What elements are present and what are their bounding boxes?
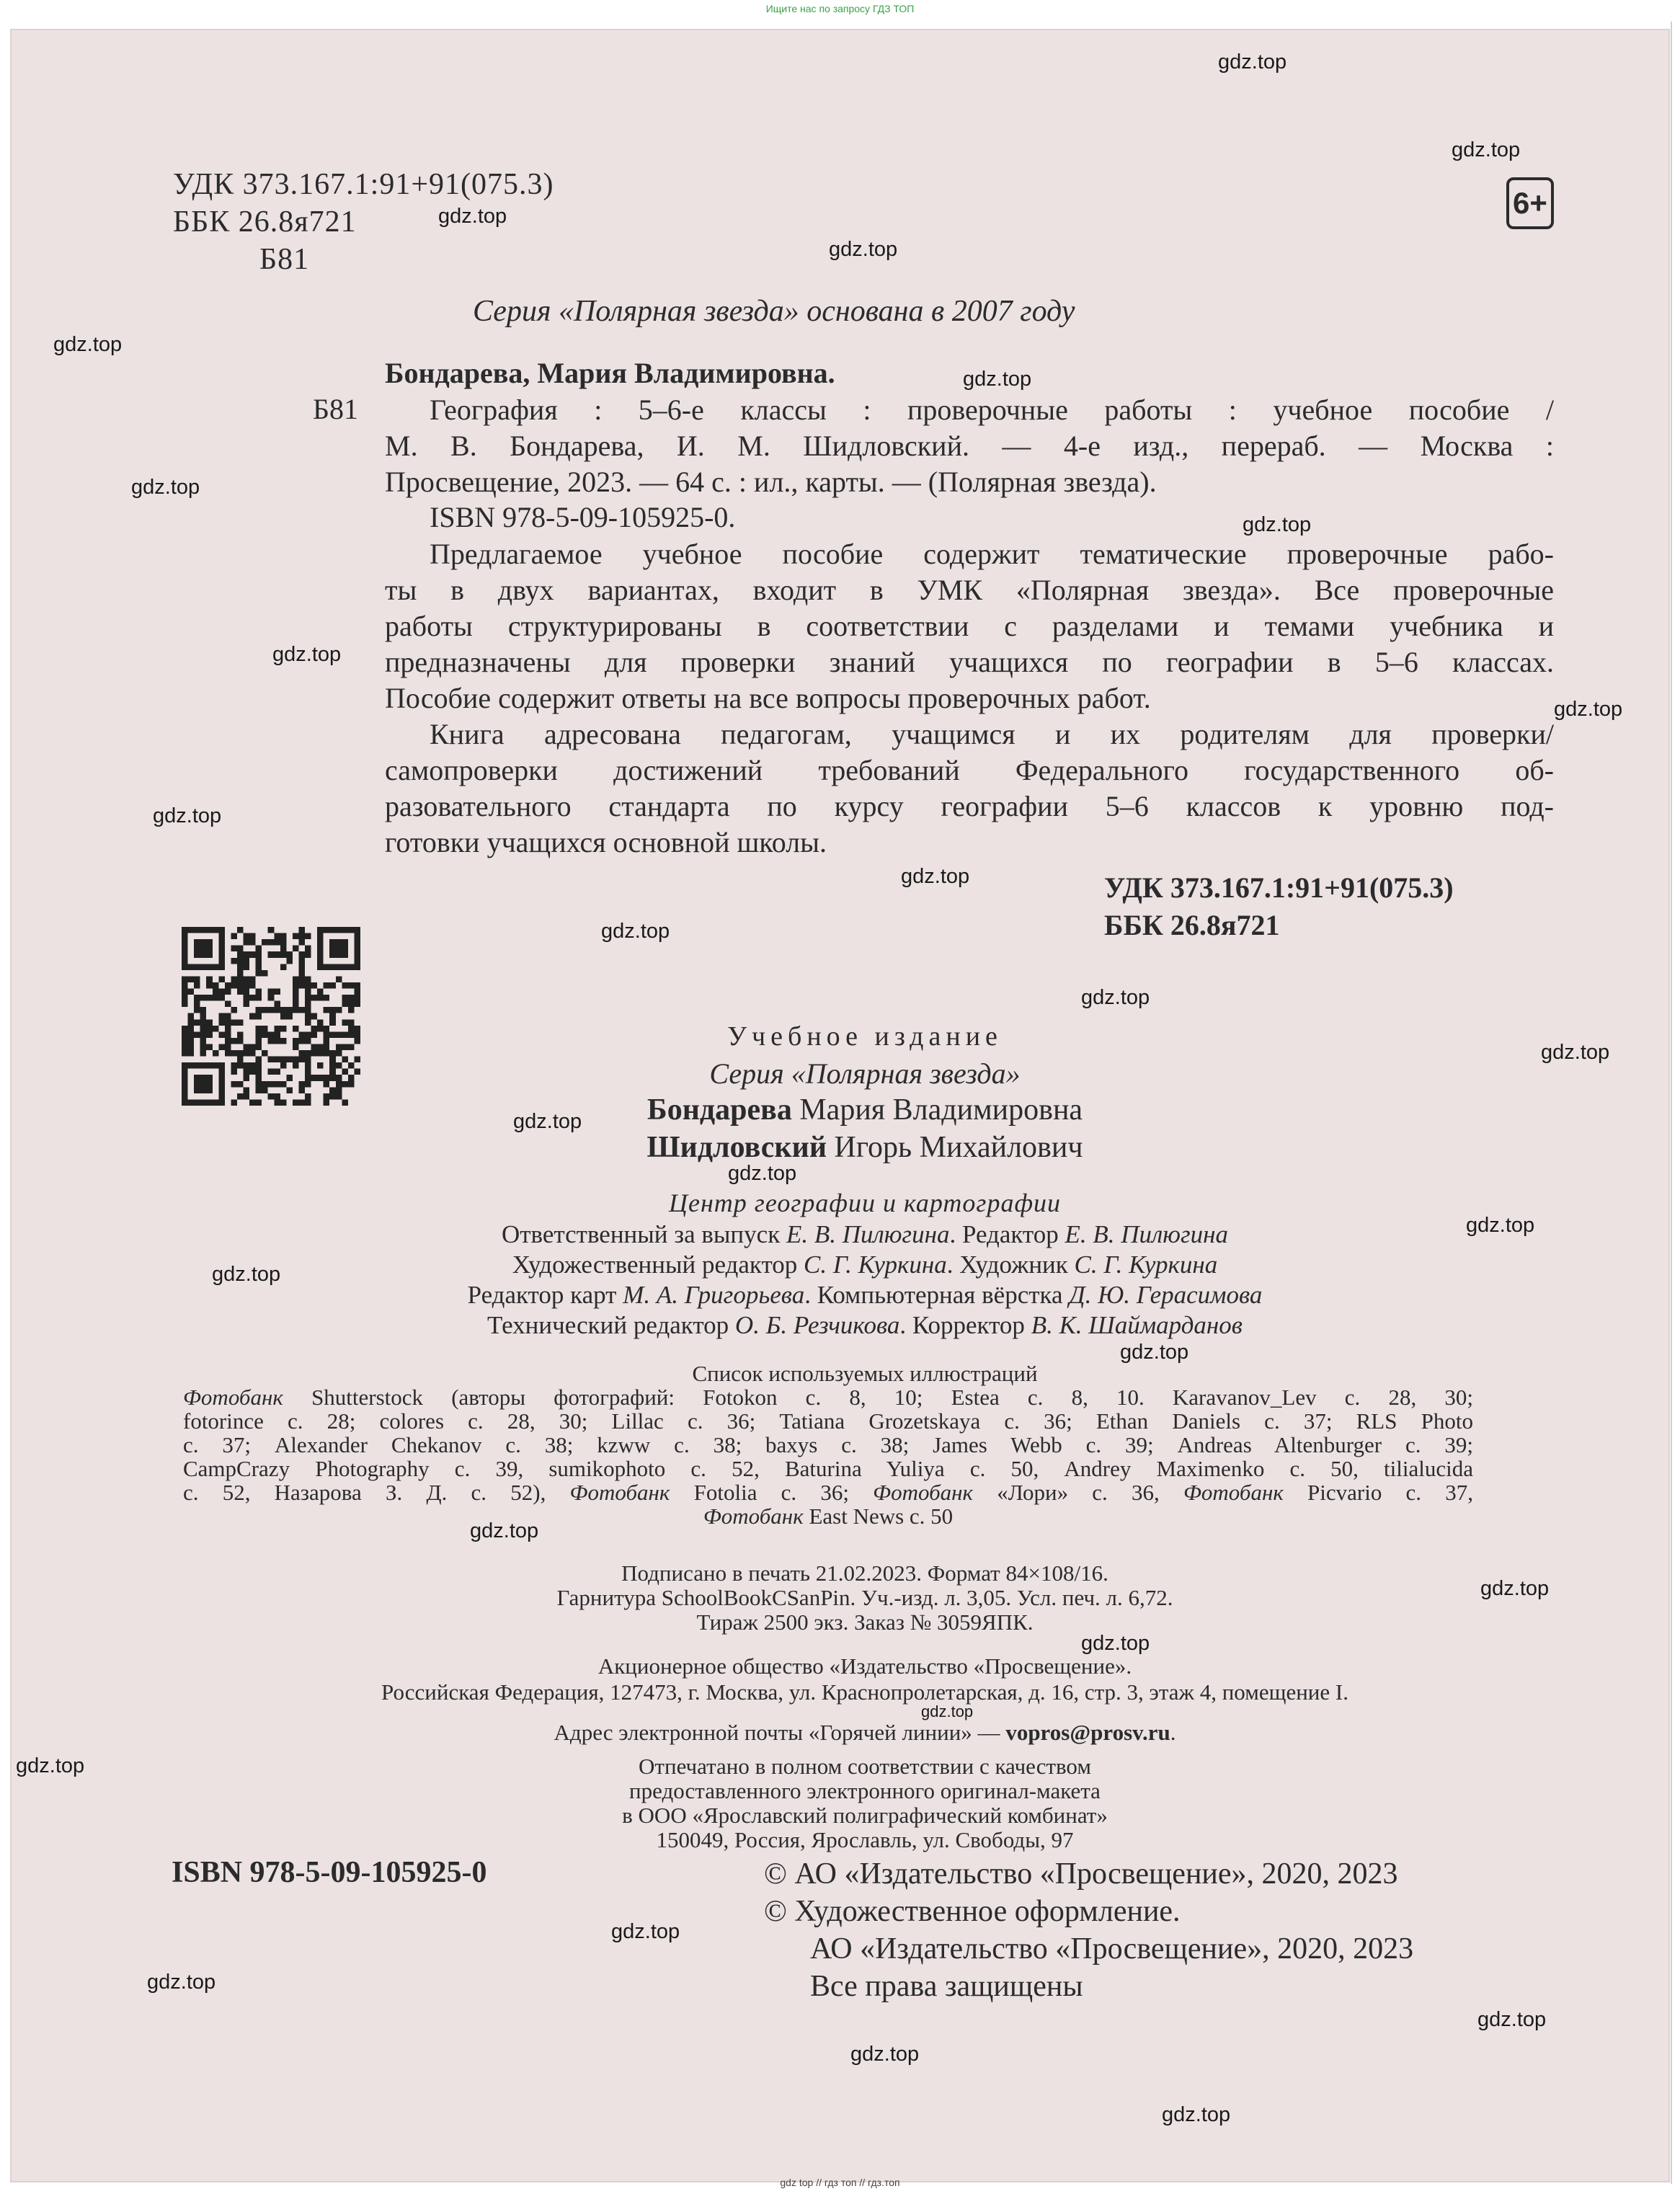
- page-edge-line: [1671, 22, 1672, 2184]
- author-heading: Бондарева, Мария Владимировна.: [385, 357, 835, 389]
- italic-text: Е. В. Пилюгина: [1065, 1220, 1228, 1248]
- watermark: gdz.top: [212, 1263, 281, 1286]
- edition-author-2: [505, 1130, 1225, 1165]
- annotation-line: готовки учащихся основной школы.: [385, 826, 827, 858]
- annotation-line: предназначены для проверки знаний учащихся по географии в 5–6 классах.: [385, 646, 1554, 678]
- italic-text: С. Г. Куркина: [804, 1251, 947, 1279]
- watermark: gdz.top: [470, 1519, 539, 1542]
- printed-line: в ООО «Ярославский полиграфический комбинат»: [622, 1803, 1108, 1828]
- text-segment: Художественный редактор: [512, 1251, 804, 1279]
- catalog-isbn: ISBN 978-5-09-105925-0.: [430, 501, 736, 533]
- italic-text: Д. Ю. Герасимова: [1069, 1281, 1263, 1309]
- copyright-line: © Художественное оформление.: [764, 1895, 1181, 1928]
- age-rating-badge: 6+: [1506, 177, 1554, 229]
- watermark: gdz.top: [153, 804, 222, 827]
- text-line: [216, 1250, 1514, 1280]
- watermark: gdz.top: [963, 368, 1032, 391]
- watermark: gdz.top: [1477, 2008, 1547, 2031]
- author-2-surname: Шидловский: [646, 1131, 827, 1164]
- watermark: gdz.top: [16, 1754, 85, 1777]
- printed-line: предоставленного электронного оригинал-макета: [629, 1778, 1101, 1803]
- header-bbk: ББК 26.8я721: [173, 205, 357, 239]
- annotation-line: ты в двух вариантах, входит в УМК «Полярная звезда». Все проверочные: [385, 574, 1554, 606]
- author-1-surname: Бондарева: [646, 1093, 792, 1127]
- watermark: gdz.top: [131, 476, 200, 499]
- italic-text: Фотобанк: [183, 1385, 283, 1410]
- classification-bbk: ББК 26.8я721: [1104, 909, 1280, 941]
- watermark: gdz.top: [921, 1702, 974, 1720]
- qr-code: [182, 927, 360, 1106]
- printed-line: Отпечатано в полном соответствии с качеством: [639, 1754, 1091, 1779]
- annotation-paragraph-1: [385, 536, 1554, 716]
- italic-text: Е. В. Пилюгина: [786, 1220, 950, 1248]
- catalog-code: Б81: [313, 393, 358, 425]
- print-info: [360, 1561, 1369, 1635]
- series-founded-line: Серия «Полярная звезда» основана в 2007 году: [473, 295, 1075, 328]
- watermark: gdz.top: [728, 1162, 797, 1185]
- text-segment: Технический редактор: [487, 1311, 735, 1339]
- publisher-block: [180, 1653, 1550, 1705]
- watermark: gdz.top: [1480, 1577, 1550, 1600]
- edition-author-1: [505, 1093, 1225, 1127]
- watermark: gdz.top: [850, 2043, 920, 2066]
- watermark: gdz.top: [1243, 513, 1312, 536]
- watermark: gdz.top: [1452, 138, 1521, 161]
- watermark: gdz.top: [438, 205, 507, 228]
- print-info-line: Подписано в печать 21.02.2023. Формат 84×108/16.: [621, 1560, 1108, 1586]
- italic-text: В. К. Шаймарданов: [1031, 1311, 1243, 1339]
- illustrations-title: Список используемых иллюстраций: [692, 1361, 1038, 1386]
- text-segment: с. 52, Назарова З. Д. с. 52),: [183, 1480, 570, 1505]
- text-segment: Fotolia с. 36;: [670, 1480, 874, 1505]
- publisher-line: Российская Федерация, 127473, г. Москва, ул. Краснопролетарская, д. 16, стр. 3, этаж 4, помещение I.: [381, 1679, 1348, 1705]
- text-segment: Редактор карт: [467, 1281, 623, 1309]
- italic-text: С. Г. Куркина: [1074, 1251, 1218, 1279]
- watermark: gdz.top: [1120, 1341, 1189, 1364]
- copyright-line: Все права защищены: [810, 1970, 1083, 2003]
- watermark: gdz.top: [147, 1971, 216, 1994]
- email-label: Адрес электронной почты «Горячей линии» —: [554, 1720, 1006, 1745]
- bottom-note: gdz top // гдз топ // гдз.топ: [780, 2177, 900, 2188]
- copyright-block: [764, 1855, 1413, 2005]
- text-segment: Shutterstock (авторы фотографий: Fotokon с. 8, 10; Estea с. 8, 10. Karavanov_Lev с. 28, 30;: [283, 1385, 1473, 1410]
- text-line: [216, 1220, 1514, 1250]
- printed-line: 150049, Россия, Ярославль, ул. Свободы, 97: [656, 1827, 1074, 1852]
- watermark: gdz.top: [1541, 1041, 1610, 1064]
- text-segment: East News с. 50: [803, 1504, 954, 1529]
- edition-center: Центр географии и картографии: [668, 1189, 1062, 1217]
- email-address: vopros@prosv.ru: [1005, 1720, 1170, 1745]
- text-segment: fotorince с. 28; colores с. 28, 30; Lillac с. 36; Tatiana Grozetskaya с. 36; Ethan Daniels с. 37; RLS Photo: [183, 1408, 1473, 1434]
- author-1-name: Мария Владимировна: [791, 1093, 1083, 1127]
- watermark: gdz.top: [611, 1920, 680, 1943]
- edition-type: Учебное издание: [727, 1021, 1003, 1052]
- author-2-name: Игорь Михайлович: [827, 1131, 1083, 1164]
- email-end: .: [1170, 1720, 1176, 1745]
- annotation-line: Книга адресована педагогам, учащимся и их родителям для проверки/: [430, 718, 1554, 750]
- watermark: gdz.top: [1081, 986, 1150, 1009]
- watermark: gdz.top: [1554, 698, 1623, 721]
- copyright-line: © АО «Издательство «Просвещение», 2020, 2023: [764, 1857, 1398, 1891]
- printed-block: [505, 1754, 1225, 1852]
- catalog-line: География : 5–6-е классы : проверочные работы : учебное пособие /: [430, 394, 1554, 426]
- publisher-line: Акционерное общество «Издательство «Просвещение».: [597, 1653, 1132, 1679]
- header-code: Б81: [259, 243, 310, 276]
- text-line: [216, 1310, 1514, 1341]
- header-udk: УДК 373.167.1:91+91(075.3): [173, 168, 554, 201]
- copyright-line: АО «Издательство «Просвещение», 2020, 2023: [810, 1932, 1414, 1966]
- watermark: gdz.top: [1081, 1632, 1150, 1655]
- catalog-line: Просвещение, 2023. — 64 с. : ил., карты. — (Полярная звезда).: [385, 466, 1157, 498]
- catalog-lines-2: [385, 428, 1554, 500]
- text-line: [183, 1504, 1473, 1528]
- annotation-line: Пособие содержит ответы на все вопросы проверочных работ.: [385, 682, 1151, 714]
- text-line: [183, 1409, 1473, 1433]
- text-segment: CampCrazy Photography с. 39, sumikophoto с. 52, Baturina Yuliya с. 50, Andrey Maximenko с. 50, tilialucida: [183, 1456, 1473, 1481]
- italic-text: Фотобанк: [703, 1504, 804, 1529]
- text-segment: . Компьютерная вёрстка: [804, 1281, 1070, 1309]
- illustrations-list: [183, 1385, 1473, 1528]
- italic-text: Фотобанк: [873, 1480, 974, 1505]
- italic-text: Фотобанк: [569, 1480, 670, 1505]
- annotation-line: самопроверки достижений требований Федерального государственного об-: [385, 754, 1554, 786]
- text-segment: «Лори» с. 36,: [973, 1480, 1183, 1505]
- text-segment: . Художник: [946, 1251, 1075, 1279]
- annotation-line: работы структурированы в соответствии с разделами и темами учебника и: [385, 610, 1554, 642]
- credits-block: [216, 1220, 1514, 1341]
- text-line: [183, 1385, 1473, 1409]
- annotation-line: Предлагаемое учебное пособие содержит тематические проверочные рабо-: [430, 538, 1554, 570]
- text-segment: . Редактор: [949, 1220, 1065, 1248]
- text-segment: Ответственный за выпуск: [501, 1220, 786, 1248]
- text-segment: . Корректор: [899, 1311, 1031, 1339]
- edition-series: Серия «Полярная звезда»: [709, 1057, 1021, 1090]
- catalog-line: М. В. Бондарева, И. М. Шидловский. — 4-е изд., перераб. — Москва :: [385, 430, 1554, 462]
- annotation-line: разовательного стандарта по курсу географии 5–6 классов к уровню под-: [385, 790, 1554, 822]
- isbn-bottom: ISBN 978-5-09-105925-0: [172, 1856, 487, 1889]
- text-line: [183, 1457, 1473, 1480]
- watermark: gdz.top: [272, 643, 342, 666]
- italic-text: Фотобанк: [1183, 1480, 1284, 1505]
- text-segment: с. 37; Alexander Chekanov с. 38; kzww с. 38; baxys с. 38; James Webb с. 39; Andreas Altenburger с. 39;: [183, 1432, 1473, 1457]
- catalog-lines-1: [430, 392, 1554, 428]
- watermark: gdz.top: [901, 865, 970, 888]
- watermark: gdz.top: [513, 1110, 582, 1133]
- watermark: gdz.top: [829, 238, 898, 261]
- annotation-paragraph-2: [385, 716, 1554, 861]
- text-line: [183, 1480, 1473, 1504]
- watermark: gdz.top: [1218, 50, 1287, 74]
- text-line: [216, 1280, 1514, 1310]
- watermark: gdz.top: [53, 333, 123, 356]
- watermark: gdz.top: [1466, 1214, 1535, 1237]
- italic-text: О. Б. Резчикова: [734, 1311, 900, 1339]
- classification-udk: УДК 373.167.1:91+91(075.3): [1104, 871, 1454, 904]
- print-info-line: Гарнитура SchoolBookCSanPin. Уч.-изд. л. 3,05. Усл. печ. л. 6,72.: [556, 1585, 1173, 1610]
- email-line: [360, 1720, 1369, 1746]
- top-note: Ищите нас по запросу ГДЗ ТОП: [765, 3, 915, 14]
- text-line: [183, 1433, 1473, 1457]
- text-segment: Picvario с. 37,: [1283, 1480, 1473, 1505]
- print-info-line: Тираж 2500 экз. Заказ № 3059ЯПК.: [696, 1609, 1034, 1635]
- watermark: gdz.top: [1162, 2103, 1231, 2126]
- watermark: gdz.top: [601, 920, 670, 943]
- italic-text: М. А. Григорьева: [623, 1281, 805, 1309]
